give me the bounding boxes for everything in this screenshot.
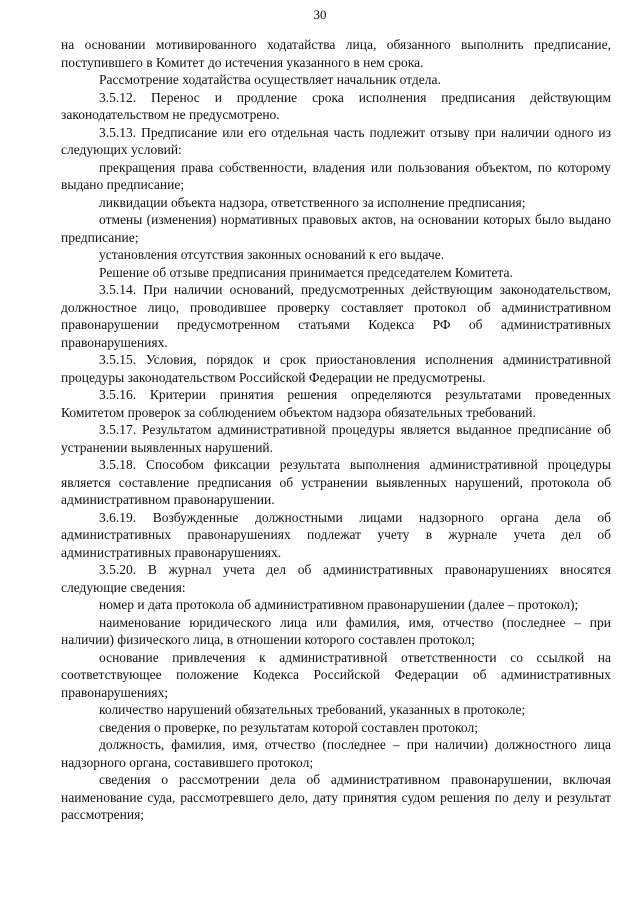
document-body (61, 36, 611, 824)
paragraph-3-5-17: 3.5.17. Результатом административной процедуры является выданное предписание об устранении выявленных нарушений. (61, 422, 611, 455)
list-item: прекращения права собственности, владения или пользования объектом, по которому выдано предписание; (61, 159, 611, 192)
list-item: установления отсутствия законных оснований к его выдаче. (99, 247, 445, 262)
paragraph-3-5-15: 3.5.15. Условия, порядок и срок приостановления исполнения административной процедуры законодательством Российской Федерации не предусмотрены. (61, 352, 611, 385)
paragraph-3-5-18: 3.5.18. Способом фиксации результата выполнения административной процедуры является составление предписания об устранении выявленных нарушений, протокола об административном правонарушении. (61, 457, 611, 507)
list-item: основание привлечения к административной ответственности со ссылкой на соответствующее положение Кодекса Российской Федерации об административных правонарушениях; (61, 649, 611, 700)
paragraph-continuation: на основании мотивированного ходатайства лица, обязанного выполнить предписание, поступившего в Комитет до истечения указанного в нем срока. (61, 37, 611, 70)
list-item: наименование юридического лица или фамилия, имя, отчество (последнее – при наличии) физического лица, в отношении которого составлен протокол; (61, 614, 611, 647)
paragraph-3-5-16: 3.5.16. Критерии принятия решения определяются результатами проведенных Комитетом проверок за соблюдением объектом надзора обязательных требований. (61, 387, 611, 420)
list-item: количество нарушений обязательных требований, указанных в протоколе; (99, 702, 526, 717)
paragraph: Решение об отзыве предписания принимается председателем Комитета. (99, 264, 513, 280)
paragraph-3-6-19: 3.6.19. Возбужденные должностными лицами надзорного органа дела об административных правонарушениях подлежат учету в журнале учета дел об административных правонарушениях. (61, 509, 611, 560)
list-item: сведения о проверке, по результатам которой составлен протокол; (99, 719, 478, 735)
paragraph: Рассмотрение ходатайства осуществляет начальник отдела. (99, 72, 441, 87)
list-item: сведения о рассмотрении дела об административном правонарушении, включая наименование суда, рассмотревшего дело, дату принятия судом решения по делу и результат рассмотрения; (61, 772, 611, 822)
paragraph-3-5-20: 3.5.20. В журнал учета дел об административных правонарушениях вносятся следующие сведения: (61, 562, 611, 595)
paragraph-3-5-12: 3.5.12. Перенос и продление срока исполнения предписания действующим законодательством не предусмотрено. (61, 89, 611, 122)
paragraph-3-5-13: 3.5.13. Предписание или его отдельная часть подлежит отзыву при наличии одного из следующих условий: (61, 124, 611, 157)
page-number: 30 (313, 7, 327, 22)
list-item: должность, фамилия, имя, отчество (последнее – при наличии) должностного лица надзорного органа, составившего протокол; (61, 737, 611, 770)
list-item: номер и дата протокола об административном правонарушении (далее – протокол); (99, 597, 579, 612)
list-item: отмены (изменения) нормативных правовых актов, на основании которых было выдано предписание; (61, 212, 611, 245)
list-item: ликвидации объекта надзора, ответственного за исполнение предписания; (99, 194, 526, 210)
paragraph-3-5-14: 3.5.14. При наличии оснований, предусмотренных действующим законодательством, должностное лицо, проводившее проверку составляет протокол об административном правонарушении предусмотренном статьями Кодекса РФ об административных правонарушениях. (61, 282, 611, 350)
